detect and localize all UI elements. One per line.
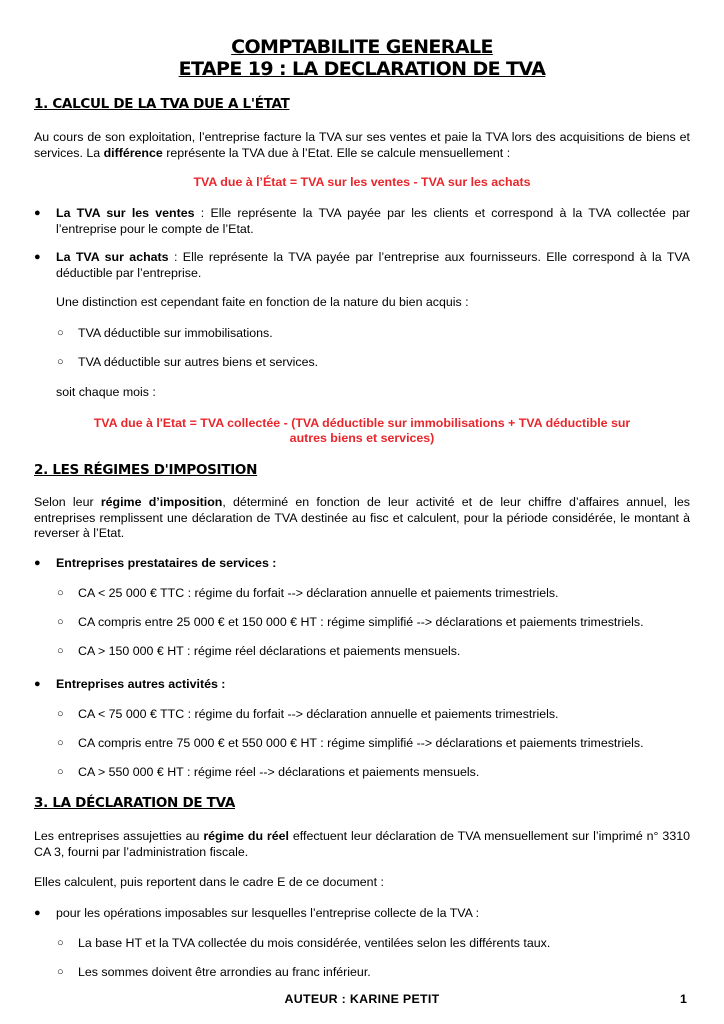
footer-author: AUTEUR : KARINE PETIT [284,992,440,1006]
circle-bullet-icon: ○ [57,356,64,368]
bullet-icon: ● [34,678,41,690]
page-number: 1 [680,992,687,1006]
sub-item-autres-biens: TVA déductible sur autres biens et services. [78,355,319,369]
circle-bullet-icon: ○ [57,937,64,949]
bullet-icon: ● [34,557,41,569]
section-3-heading: 3. LA DÉCLARATION DE TVA [34,795,235,811]
formula-tva-detail-line-1: TVA due à l'Etat = TVA collectée - (TVA déductible sur immobilisations + TVA déductible sur [93,416,631,430]
sub-item-arrondi: Les sommes doivent être arrondies au franc inférieur. [78,965,371,979]
circle-bullet-icon: ○ [57,327,64,339]
circle-bullet-icon: ○ [57,708,64,720]
title-line-1: COMPTABILITE GENERALE [231,36,493,58]
circle-bullet-icon: ○ [57,645,64,657]
circle-bullet-icon: ○ [57,766,64,778]
circle-bullet-icon: ○ [57,737,64,749]
section-3-intro: Les entreprises assujetties au régime du réel effectuent leur déclaration de TVA mensuellement sur l’imprimé n° 3310 CA 3, fourni par l’administration fiscale. [34,829,690,859]
circle-bullet-icon: ○ [57,966,64,978]
group-prestataires-title: Entreprises prestataires de services : [56,556,277,570]
bullet-icon: ● [34,907,41,919]
list-item: CA compris entre 75 000 € et 550 000 € HT : régime simplifié --> déclarations et paiements trimestriels. [78,736,644,750]
list-item: CA > 150 000 € HT : régime réel déclarations et paiements mensuels. [78,644,461,658]
list-item: CA < 75 000 € TTC : régime du forfait --> déclaration annuelle et paiements trimestriels. [78,707,559,721]
formula-tva-detail-line-2: autres biens et services) [289,431,435,445]
monthly-text: soit chaque mois : [56,385,156,399]
section-2-intro: Selon leur régime d’imposition, déterminé en fonction de leur activité et de leur chiffre d’affaires annuel, les entreprises remplissent une déclaration de TVA destinée au fisc et calculent, pour la période considérée, le montant à reverser à l’Etat. [34,495,690,540]
list-item: CA < 25 000 € TTC : régime du forfait --> déclaration annuelle et paiements trimestriels. [78,586,559,600]
section-1-intro: Au cours de son exploitation, l’entreprise facture la TVA sur ses ventes et paie la TVA lors des acquisitions de biens et services. La différence représente la TVA due à l’Etat. Elle se calcule mensuellement : [34,130,690,160]
list-item: CA > 550 000 € HT : régime réel --> déclarations et paiements mensuels. [78,765,480,779]
distinction-text: Une distinction est cependant faite en fonction de la nature du bien acquis : [56,295,469,309]
formula-tva-due: TVA due à l’État = TVA sur les ventes - TVA sur les achats [193,175,531,189]
bullet-tva-achats: La TVA sur achats : Elle représente la TVA payée par l’entreprise aux fournisseurs. Elle correspond à la TVA déductible par l’entreprise. [56,250,690,280]
circle-bullet-icon: ○ [57,587,64,599]
section-1-heading: 1. CALCUL DE LA TVA DUE A L'ÉTAT [34,96,290,112]
bullet-tva-ventes: La TVA sur les ventes : Elle représente la TVA payée par les clients et correspond à la TVA collectée par l’entreprise pour le compte de l’Etat. [56,206,690,236]
title-line-2: ETAPE 19 : LA DECLARATION DE TVA [178,58,546,80]
sub-item-immobilisations: TVA déductible sur immobilisations. [78,326,273,340]
bullet-icon: ● [34,207,41,219]
bullet-icon: ● [34,251,41,263]
report-text: Elles calculent, puis reportent dans le cadre E de ce document : [34,875,384,889]
group-autres-title: Entreprises autres activités : [56,677,226,691]
bullet-operations: pour les opérations imposables sur lesquelles l’entreprise collecte de la TVA : [56,906,480,920]
list-item: CA compris entre 25 000 € et 150 000 € HT : régime simplifié --> déclarations et paiements trimestriels. [78,615,644,629]
circle-bullet-icon: ○ [57,616,64,628]
sub-item-base-ht: La base HT et la TVA collectée du mois considérée, ventilées selon les différents taux. [78,936,551,950]
section-2-heading: 2. LES RÉGIMES D'IMPOSITION [34,462,258,478]
